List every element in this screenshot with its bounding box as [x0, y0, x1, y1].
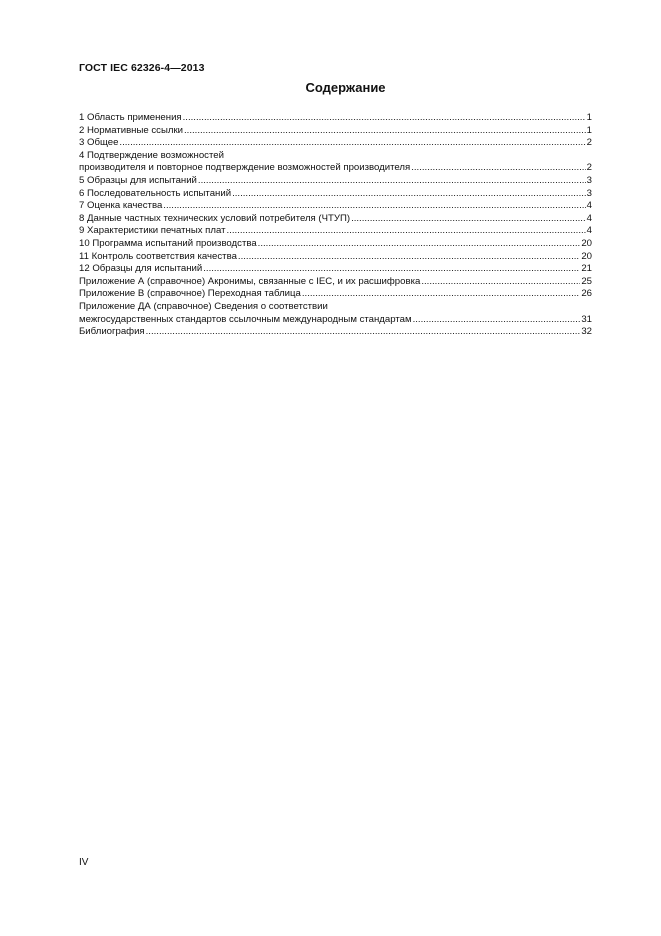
leader-dots — [184, 125, 586, 138]
toc-entry-page: 32 — [581, 326, 592, 338]
toc-entry-label: 11 Контроль соответствия качества — [79, 250, 237, 262]
toc-entry-page: 2 — [586, 162, 592, 174]
toc-entry-label: Библиография — [79, 326, 145, 338]
toc-entry[interactable] — [79, 188, 592, 201]
leader-dots — [302, 288, 580, 301]
leader-dots — [163, 200, 585, 213]
toc-entry-page: 3 — [586, 174, 592, 186]
toc-entry-label: Приложение В (справочное) Переходная таблица — [79, 288, 301, 300]
toc-entry-label: 3 Общее — [79, 137, 119, 149]
toc-entry-label: 1 Область применения — [79, 112, 182, 123]
toc-entry-page: 1 — [586, 112, 592, 123]
toc-entry-label: 7 Оценка качества — [79, 200, 163, 212]
toc-entry[interactable] — [79, 175, 592, 188]
toc-entry-page: 3 — [586, 187, 592, 199]
toc-entry-label: 6 Последовательность испытаний — [79, 187, 232, 199]
toc-entry-page: 25 — [581, 275, 592, 287]
toc-entry[interactable] — [79, 137, 592, 150]
toc-entry-page: 26 — [581, 288, 592, 300]
toc-entry-label: 9 Характеристики печатных плат — [79, 225, 226, 237]
document-code: ГОСТ IEC 62326-4—2013 — [79, 62, 205, 74]
toc-entry-page: 1 — [586, 124, 592, 136]
toc-entry[interactable] — [79, 112, 592, 125]
toc-entry[interactable] — [79, 288, 592, 301]
toc-entry-page: 21 — [581, 263, 592, 275]
toc-entry-label: 4 Подтверждение возможностей — [79, 149, 224, 161]
leader-dots — [119, 137, 585, 150]
toc-entry[interactable] — [79, 200, 592, 213]
toc-entry-label: 2 Нормативные ссылки — [79, 124, 184, 136]
leader-dots — [203, 263, 580, 276]
leader-dots — [183, 112, 586, 125]
leader-dots — [258, 238, 581, 251]
toc-entry-page: 20 — [581, 250, 592, 262]
leader-dots — [411, 162, 585, 175]
toc-entry-page: 2 — [586, 137, 592, 149]
leader-dots — [198, 175, 586, 188]
toc-entry-page: 20 — [581, 237, 592, 249]
toc-entry[interactable] — [79, 125, 592, 138]
toc-entry-page: 4 — [586, 212, 592, 224]
leader-dots — [413, 314, 581, 327]
leader-dots — [146, 326, 581, 339]
toc-entry[interactable] — [79, 326, 592, 339]
toc-entry-label: 5 Образцы для испытаний — [79, 174, 197, 186]
toc-entry-page: 4 — [586, 225, 592, 237]
toc-entry[interactable] — [79, 314, 592, 327]
table-of-contents — [79, 112, 592, 339]
leader-dots — [232, 188, 586, 201]
leader-dots — [421, 276, 580, 289]
toc-entry-label: 10 Программа испытаний производства — [79, 237, 257, 249]
toc-entry[interactable] — [79, 301, 592, 314]
toc-entry-label: производителя и повторное подтверждение возможностей производителя — [79, 162, 411, 174]
toc-entry-label: Приложение ДА (справочное) Сведения о соответствии — [79, 300, 328, 312]
toc-entry-label: межгосударственных стандартов ссылочным международным стандартам — [79, 313, 412, 325]
toc-entry[interactable] — [79, 251, 592, 264]
leader-dots — [351, 213, 586, 226]
toc-entry-label: Приложение А (справочное) Акронимы, связанные с IEC, и их расшифровка — [79, 275, 421, 287]
toc-title: Содержание — [305, 80, 386, 95]
toc-entry[interactable] — [79, 225, 592, 238]
leader-dots — [227, 225, 586, 238]
toc-entry-page: 31 — [581, 313, 592, 325]
toc-entry[interactable] — [79, 213, 592, 226]
toc-entry-label: 12 Образцы для испытаний — [79, 263, 203, 275]
toc-entry[interactable] — [79, 238, 592, 251]
page-number: IV — [79, 857, 89, 868]
toc-entry[interactable] — [79, 162, 592, 175]
toc-entry-label: 8 Данные частных технических условий потребителя (ЧТУП) — [79, 212, 351, 224]
toc-entry[interactable] — [79, 263, 592, 276]
toc-entry-page: 4 — [586, 200, 592, 212]
toc-entry[interactable] — [79, 276, 592, 289]
toc-entry[interactable] — [79, 150, 592, 163]
leader-dots — [238, 251, 580, 264]
